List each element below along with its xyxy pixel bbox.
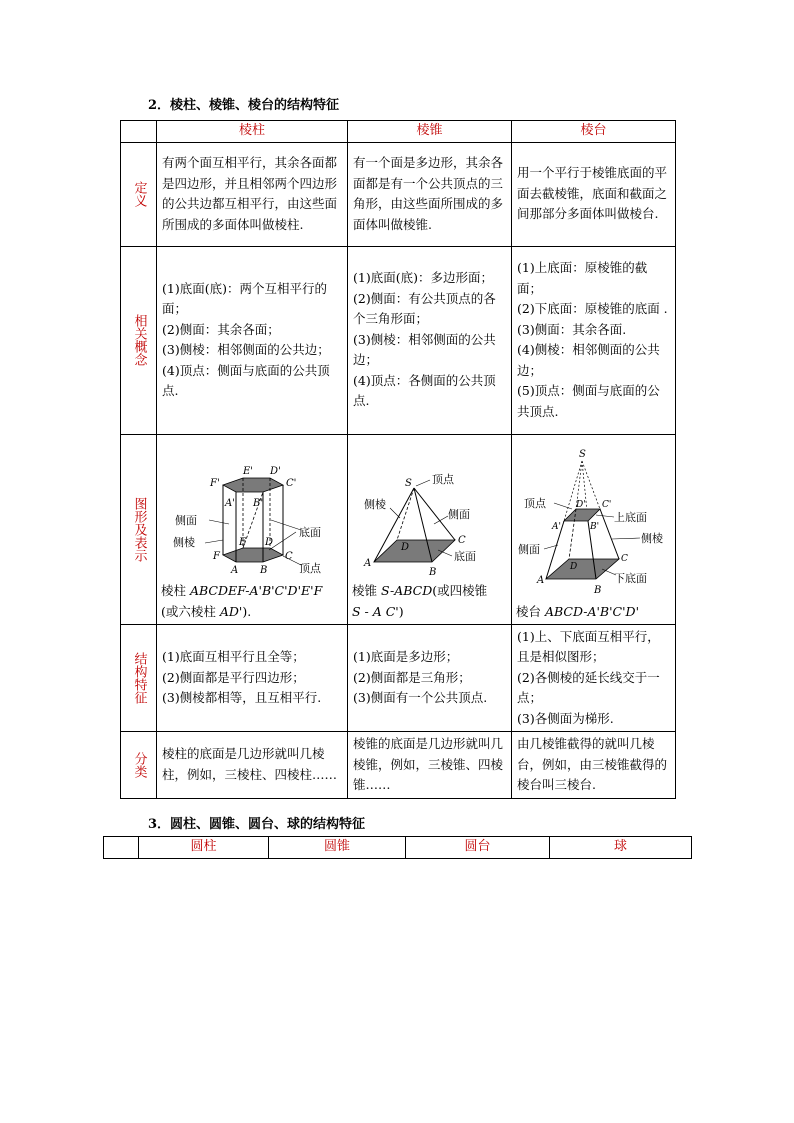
classification-prism: 棱柱的底面是几边形就叫几棱柱，例如，三棱柱、四棱柱…… [157, 732, 348, 799]
header-frustum: 棱台 [512, 121, 676, 143]
prism-leader [209, 520, 229, 524]
label-vertex: 顶点 [299, 561, 321, 575]
label-B: B [260, 564, 268, 576]
structure-line: (2)侧面都是平行四边形； [162, 669, 305, 685]
row-label-figure: 图形及表示 [121, 434, 157, 624]
label-side-edge: 侧棱 [641, 531, 663, 545]
structure-line: (1)上、下底面互相平行，且是相似图形； [517, 628, 660, 664]
concepts-prism [157, 246, 348, 434]
frustum-top-face [564, 509, 600, 521]
table-header-row [121, 121, 676, 143]
concept-line: (5)顶点：侧面与底面的公共顶点. [517, 383, 660, 419]
figure-prism-cell [157, 434, 348, 624]
concepts-frustum [512, 246, 676, 434]
label-Fp: F' [210, 477, 220, 489]
label-A: A [537, 574, 545, 586]
frustum-caption [516, 601, 671, 624]
row-structure [121, 624, 676, 732]
label-vertex: 顶点 [524, 496, 546, 510]
structure-line: (3)各侧面为梯形. [517, 710, 614, 726]
label-Ep: E' [243, 465, 254, 477]
row-label-structure: 结构特征 [121, 624, 157, 732]
label-C: C [621, 553, 628, 564]
label-A: A [364, 557, 372, 569]
label-side-face: 侧面 [175, 513, 197, 527]
structure-line: (3)侧棱都相等，且互相平行. [162, 690, 322, 705]
pyramid-leader [390, 508, 400, 518]
classification-frustum: 由几棱锥截得的就叫几棱台，例如，由三棱锥截得的棱台叫三棱台. [512, 732, 676, 799]
row-label-classification: 分类 [121, 732, 157, 799]
header-truncated-cone: 圆台 [406, 837, 550, 859]
label-side-edge: 侧棱 [173, 535, 195, 549]
definition-frustum: 用一个平行于棱锥底面的平面去截棱锥，底面和截面之间那部分多面体叫做棱台. [512, 142, 676, 246]
header-cylinder: 圆柱 [139, 837, 269, 859]
caption-text: 棱台 [516, 603, 545, 619]
structure-line: (2)侧面都是三角形； [353, 669, 471, 685]
definition-pyramid: 有一个面是多边形，其余各面都是有一个公共顶点的三角形，由这些面所围成的多面体叫做棱锥. [348, 142, 512, 246]
label-B: B [429, 566, 437, 578]
prism-leader [205, 540, 223, 543]
concept-line: (2)侧面：有公共顶点的各个三角形面； [353, 290, 496, 327]
pyramid-leader [416, 480, 430, 486]
row-concepts [121, 246, 676, 434]
row-classification [121, 732, 676, 799]
frustum-leader [612, 538, 640, 539]
label-top: 上底面 [614, 510, 647, 524]
label-E: E [239, 536, 247, 548]
label-side-edge: 侧棱 [364, 497, 386, 511]
caption-text: 棱锥 [352, 582, 381, 598]
prism-bottom-face [223, 548, 283, 562]
concepts-pyramid [348, 246, 512, 434]
section3-title: 3．圆柱、圆锥、圆台、球的结构特征 [148, 817, 366, 832]
caption-text: 棱柱 [161, 582, 190, 598]
concept-line: (4)顶点：侧面与底面的公共顶点. [162, 362, 330, 398]
label-Dp: D' [576, 499, 586, 510]
label-D: D [401, 541, 410, 553]
row-figure [121, 434, 676, 624]
label-A: A [231, 564, 239, 576]
structure-line: (1)底面互相平行且全等； [162, 649, 305, 664]
caption-notation: AD' [219, 603, 243, 619]
label-C: C [458, 534, 466, 546]
concept-line: (1)底面(底)：多边形面； [353, 270, 493, 286]
round-bodies-table [103, 836, 692, 859]
label-Dp: D' [270, 465, 281, 477]
header-sphere: 球 [550, 837, 692, 859]
structure-frustum [512, 624, 676, 732]
concept-line: (1)上底面：原棱锥的截面； [517, 260, 648, 296]
pyramid-base-face [374, 540, 455, 562]
classification-pyramid: 棱锥的底面是几边形就叫几棱锥，例如，三棱锥、四棱锥…… [348, 732, 512, 799]
polyhedra-table [120, 120, 676, 799]
section2-title: 2．棱柱、棱锥、棱台的结构特征 [148, 98, 340, 113]
label-S: S [405, 477, 412, 489]
caption-notation: ABCDEF-A'B'C'D'E'F [189, 582, 323, 598]
caption-notation: S-ABCD [380, 582, 433, 598]
frustum-figure [516, 445, 672, 601]
table-header-row [104, 837, 692, 859]
definition-prism: 有两个面互相平行，其余各面都是四边形，并且相邻两个四边形的公共边都互相平行，由这些面所围成的多面体叫做棱柱. [157, 142, 348, 246]
label-base: 底面 [454, 549, 476, 563]
prism-leader [271, 520, 301, 530]
header-pyramid: 棱锥 [348, 121, 512, 143]
row-label-concepts: 相关概念 [121, 246, 157, 434]
row-label-definition: 定义 [121, 142, 157, 246]
frustum-leader [596, 515, 614, 517]
label-B: B [594, 584, 602, 596]
concept-line: (3)侧棱：相邻侧面的公共边； [353, 331, 496, 368]
caption-text: (或四棱锥 [432, 582, 488, 598]
label-vertex: 顶点 [432, 472, 454, 486]
label-D: D [265, 536, 274, 548]
label-side-face: 侧面 [518, 542, 540, 556]
concept-line: (4)顶点：各侧面的公共顶点. [353, 372, 496, 409]
figure-frustum-cell [512, 434, 676, 624]
structure-prism [157, 624, 348, 732]
figure-pyramid-cell [348, 434, 512, 624]
structure-pyramid [348, 624, 512, 732]
concept-line: (2)下底面：原棱锥的底面 . [517, 301, 668, 316]
structure-line: (1)底面是多边形； [353, 649, 459, 664]
header-cone: 圆锥 [269, 837, 406, 859]
caption-notation: S - A C' [352, 603, 399, 619]
header-prism: 棱柱 [157, 121, 348, 143]
caption-notation: ABCD-A'B'C'D' [544, 603, 640, 619]
concept-line: (4)侧棱：相邻侧面的公共边； [517, 342, 660, 378]
concept-line: (1)底面(底)：两个互相平行的面； [162, 280, 327, 316]
concept-line: (3)侧面：其余各面. [517, 321, 627, 337]
label-base: 底面 [299, 525, 321, 539]
label-Cp: C' [602, 499, 612, 510]
label-D: D [570, 561, 578, 572]
caption-text: ) [398, 603, 404, 619]
prism-caption [161, 580, 343, 624]
structure-line: (3)侧面有一个公共顶点. [353, 690, 488, 705]
prism-top-face [223, 478, 283, 492]
label-Bp: B' [590, 521, 600, 532]
pyramid-figure [352, 440, 508, 580]
prism-figure [161, 440, 343, 580]
pyramid-caption [352, 580, 507, 624]
concept-line: (2)侧面：其余各面； [162, 321, 280, 337]
row-definition [121, 142, 676, 246]
label-S: S [579, 448, 586, 460]
label-side-face: 侧面 [448, 507, 470, 521]
label-F: F [213, 550, 220, 562]
label-bottom: 下底面 [614, 571, 647, 585]
header-empty [104, 837, 139, 859]
frustum-bottom-face [546, 559, 619, 579]
label-Ap: A' [225, 497, 235, 509]
label-C: C [285, 550, 293, 562]
caption-text: (或六棱柱 [161, 603, 220, 619]
structure-line: (2)各侧棱的延长线交于一点； [517, 669, 660, 705]
label-Ap: A' [552, 521, 561, 532]
label-Cp: C' [286, 477, 297, 489]
label-Bp: B' [253, 497, 264, 509]
header-empty [121, 121, 157, 143]
concept-line: (3)侧棱：相邻侧面的公共边； [162, 342, 330, 357]
caption-text: ). [242, 603, 252, 619]
